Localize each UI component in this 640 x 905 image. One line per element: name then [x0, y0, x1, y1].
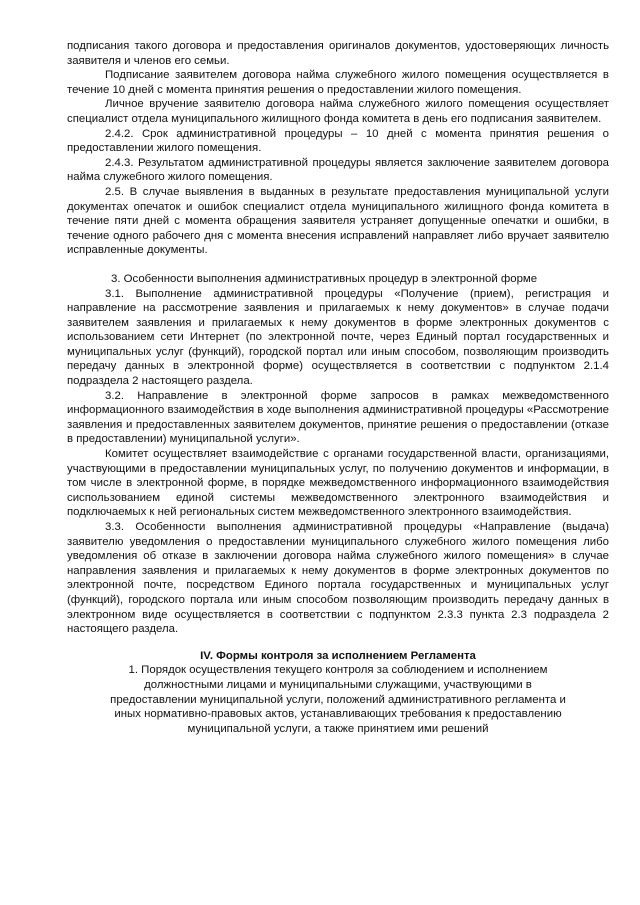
- paragraph-2-4-3: 2.4.3. Результатом административной процедуры является заключение заявителем договора найма служебного жилого помещения.: [67, 156, 609, 184]
- paragraph-contract-signing-continued: подписания такого договора и предоставления оригиналов документов, удостоверяющих личность заявителя и членов его семьи.: [67, 40, 609, 67]
- spacer: [67, 637, 609, 649]
- text-line: 1. Порядок осуществления текущего контроля за соблюдением и исполнением: [128, 664, 548, 677]
- section-4-heading: IV. Формы контроля за исполнением Регламента: [200, 649, 476, 662]
- section-3-heading: 3. Особенности выполнения административных процедур в электронной форме: [111, 272, 538, 285]
- paragraph-signing-term: Подписание заявителем договора найма служебного жилого помещения осуществляется в течение 10 дней с момента принятия решения о предоставлении жилого помещения.: [67, 69, 609, 96]
- document-page: [67, 39, 609, 736]
- paragraph-2-5: 2.5. В случае выявления в выданных в результате предоставления муниципальной услуги документах опечаток и ошибок специалист отдела муниципального жилищного фонда комитета в течение пяти дней с момента обращения заявителя устраняет допущенные опечатки и ошибки, в течение одного рабочего дня с момента внесения исправлений направляет либо вручает заявителю исправленные документы.: [67, 185, 609, 257]
- paragraph-3-2: 3.2. Направление в электронной форме запросов в рамках межведомственного информационного взаимодействия в ходе выполнения административной процедуры «Рассмотрение заявления и предоставленных заявителем документов, принятие решения о предоставлении (отказе в предоставлении) муниципальной услуги».: [67, 389, 609, 446]
- paragraph-personal-delivery: Личное вручение заявителю договора найма служебного жилого помещения осуществляет специалист отдела муниципального жилищного фонда комитета в день его подписания заявителем.: [67, 98, 609, 125]
- spacer: [67, 258, 609, 272]
- paragraph-section-4-item-1: [67, 663, 609, 736]
- text-line: предоставлении муниципальной услуги, положений административного регламента и: [110, 693, 566, 706]
- text-line: муниципальной услуги, а также принятием ими решений: [187, 722, 489, 735]
- text-line: иных нормативно-правовых актов, устанавливающих требования к предоставлению: [114, 708, 562, 721]
- paragraph-3-1: 3.1. Выполнение административной процедуры «Получение (прием), регистрация и направление на рассмотрение заявления и прилагаемых к нему документов» в случае подачи заявителем заявления и прилагаемых к нему документов в форме электронных документов с использованием сети Интернет (по электронной почте, через Единый портал государственных и муниципальных услуг (функций), городской портал или иным способом, позволяющим производить передачу данных в электронной форме) осуществляется в соответствии с подпунктом 2.1.4 подраздела 2 настоящего раздела.: [67, 287, 609, 388]
- paragraph-committee-interaction: Комитет осуществляет взаимодействие с органами государственной власти, организациями, участвующими в предоставлении муниципальных услуг, по получению документов и информации, в том числе в электронной форме, в порядке межведомственного информационного взаимодействия сиспользованием единой системы межведомственного электронного взаимодействия и подключаемых к ней региональных систем межведомственного электронного взаимодействия.: [67, 448, 609, 519]
- text-line: должностными лицами и муниципальными служащими, участвующими в: [144, 678, 532, 691]
- paragraph-2-4-2: 2.4.2. Срок административной процедуры – 10 дней с момента принятия решения о предоставлении жилого помещения.: [67, 127, 609, 155]
- paragraph-3-3: 3.3. Особенности выполнения административной процедуры «Направление (выдача) заявителю уведомления о предоставлении муниципального служебного жилого помещения либо уведомления об отказе в заключении договора найма служебного жилого помещения» в случае направления заявления и прилагаемых к нему документов в форме электронных документов по электронной почте, посредством Единого портала государственных и муниципальных услуг (функций), городского портала или иным способом позволяющим производить передачу данных в электронном виде осуществляется в соответствии с подпунктом 2.3.3 пункта 2.3 подраздела 2 настоящего раздела.: [67, 521, 609, 636]
